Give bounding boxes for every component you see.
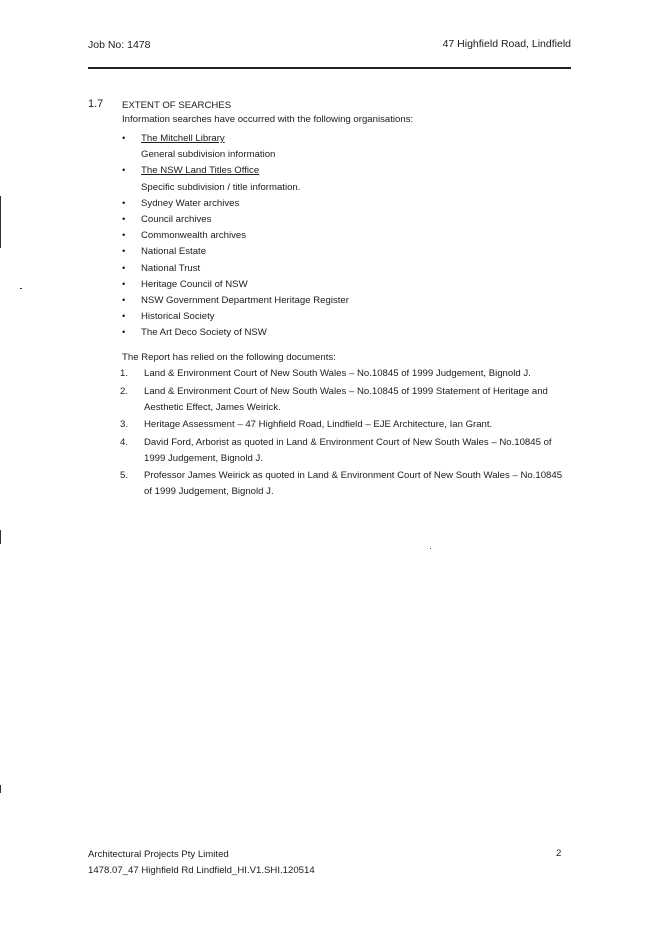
bullet-icon: • — [122, 294, 126, 306]
list-item — [122, 228, 349, 244]
header-divider — [88, 67, 571, 69]
document-number: 5. — [120, 470, 129, 481]
list-item — [122, 244, 349, 260]
file-reference: 1478.07_47 Highfield Rd Lindfield_HI.V1.SHI.120514 — [88, 865, 315, 876]
document-text: Professor James Weirick as quoted in Land & Environment Court of New South Wales – No.10845 of 1999 Judgement, Bignold J. — [144, 470, 563, 497]
list-item — [122, 163, 349, 195]
list-item — [120, 435, 570, 467]
list-item — [122, 293, 349, 309]
organisation-name: National Estate — [141, 246, 207, 258]
list-item — [120, 468, 570, 500]
list-item — [122, 277, 349, 293]
company-name: Architectural Projects Pty Limited — [88, 849, 229, 860]
organisation-list — [122, 131, 349, 341]
organisation-name: Commonwealth archives — [141, 230, 247, 242]
list-item — [122, 309, 349, 325]
bullet-icon: • — [122, 165, 126, 177]
section-title: EXTENT OF SEARCHES — [122, 100, 232, 111]
document-text: Land & Environment Court of New South Wales – No.10845 of 1999 Statement of Heritage and Aesthetic Effect, James Weirick. — [144, 385, 548, 413]
organisation-name: Heritage Council of NSW — [141, 278, 248, 290]
list-item — [120, 384, 570, 416]
bullet-icon: • — [122, 262, 126, 274]
list-item — [120, 417, 570, 433]
scan-mark — [0, 196, 1, 248]
document-text: Heritage Assessment – 47 Highfield Road, Lindfield – EJE Architecture, Ian Grant. — [144, 419, 493, 430]
list-item — [122, 325, 349, 341]
organisation-name: The Art Deco Society of NSW — [141, 327, 267, 339]
page-number: 2 — [556, 848, 562, 859]
scan-mark — [0, 530, 1, 544]
document-number: 3. — [120, 419, 129, 430]
site-address: 47 Highfield Road, Lindfield — [442, 38, 571, 50]
list-item — [122, 212, 349, 228]
document-text: Land & Environment Court of New South Wales – No.10845 of 1999 Judgement, Bignold J. — [144, 368, 531, 379]
organisation-name: The NSW Land Titles Office — [141, 165, 260, 177]
documents-list — [120, 366, 570, 502]
bullet-icon: • — [122, 230, 126, 242]
scan-mark — [20, 288, 22, 289]
section-number: 1.7 — [88, 98, 104, 110]
document-text: David Ford, Arborist as quoted in Land & Environment Court of New South Wales – No.10845 of 1999 Judgement, Bignold J. — [144, 436, 552, 464]
organisation-name: Council archives — [141, 213, 212, 225]
list-item — [122, 261, 349, 277]
organisation-detail: Specific subdivision / title information. — [141, 181, 301, 193]
bullet-icon: • — [122, 213, 126, 225]
section-intro: Information searches have occurred with the following organisations: — [122, 114, 414, 125]
organisation-name: National Trust — [141, 262, 201, 274]
organisation-name: Sydney Water archives — [141, 197, 240, 209]
documents-intro: The Report has relied on the following documents: — [122, 352, 336, 363]
bullet-icon: • — [122, 278, 126, 290]
bullet-icon: • — [122, 133, 126, 144]
scan-mark — [0, 785, 1, 793]
bullet-icon: • — [122, 197, 126, 209]
list-item — [122, 131, 349, 163]
organisation-name: NSW Government Department Heritage Register — [141, 294, 349, 306]
document-number: 1. — [120, 368, 129, 379]
list-item — [120, 366, 570, 382]
organisation-detail: General subdivision information — [141, 149, 276, 161]
bullet-icon: • — [122, 246, 126, 258]
scan-mark — [430, 548, 431, 549]
bullet-icon: • — [122, 311, 126, 323]
bullet-icon: • — [122, 327, 126, 339]
list-item — [122, 196, 349, 212]
organisation-name: The Mitchell Library — [141, 133, 225, 144]
organisation-name: Historical Society — [141, 311, 215, 323]
document-number: 4. — [120, 436, 129, 448]
document-number: 2. — [120, 385, 129, 397]
job-number: Job No: 1478 — [88, 39, 151, 51]
